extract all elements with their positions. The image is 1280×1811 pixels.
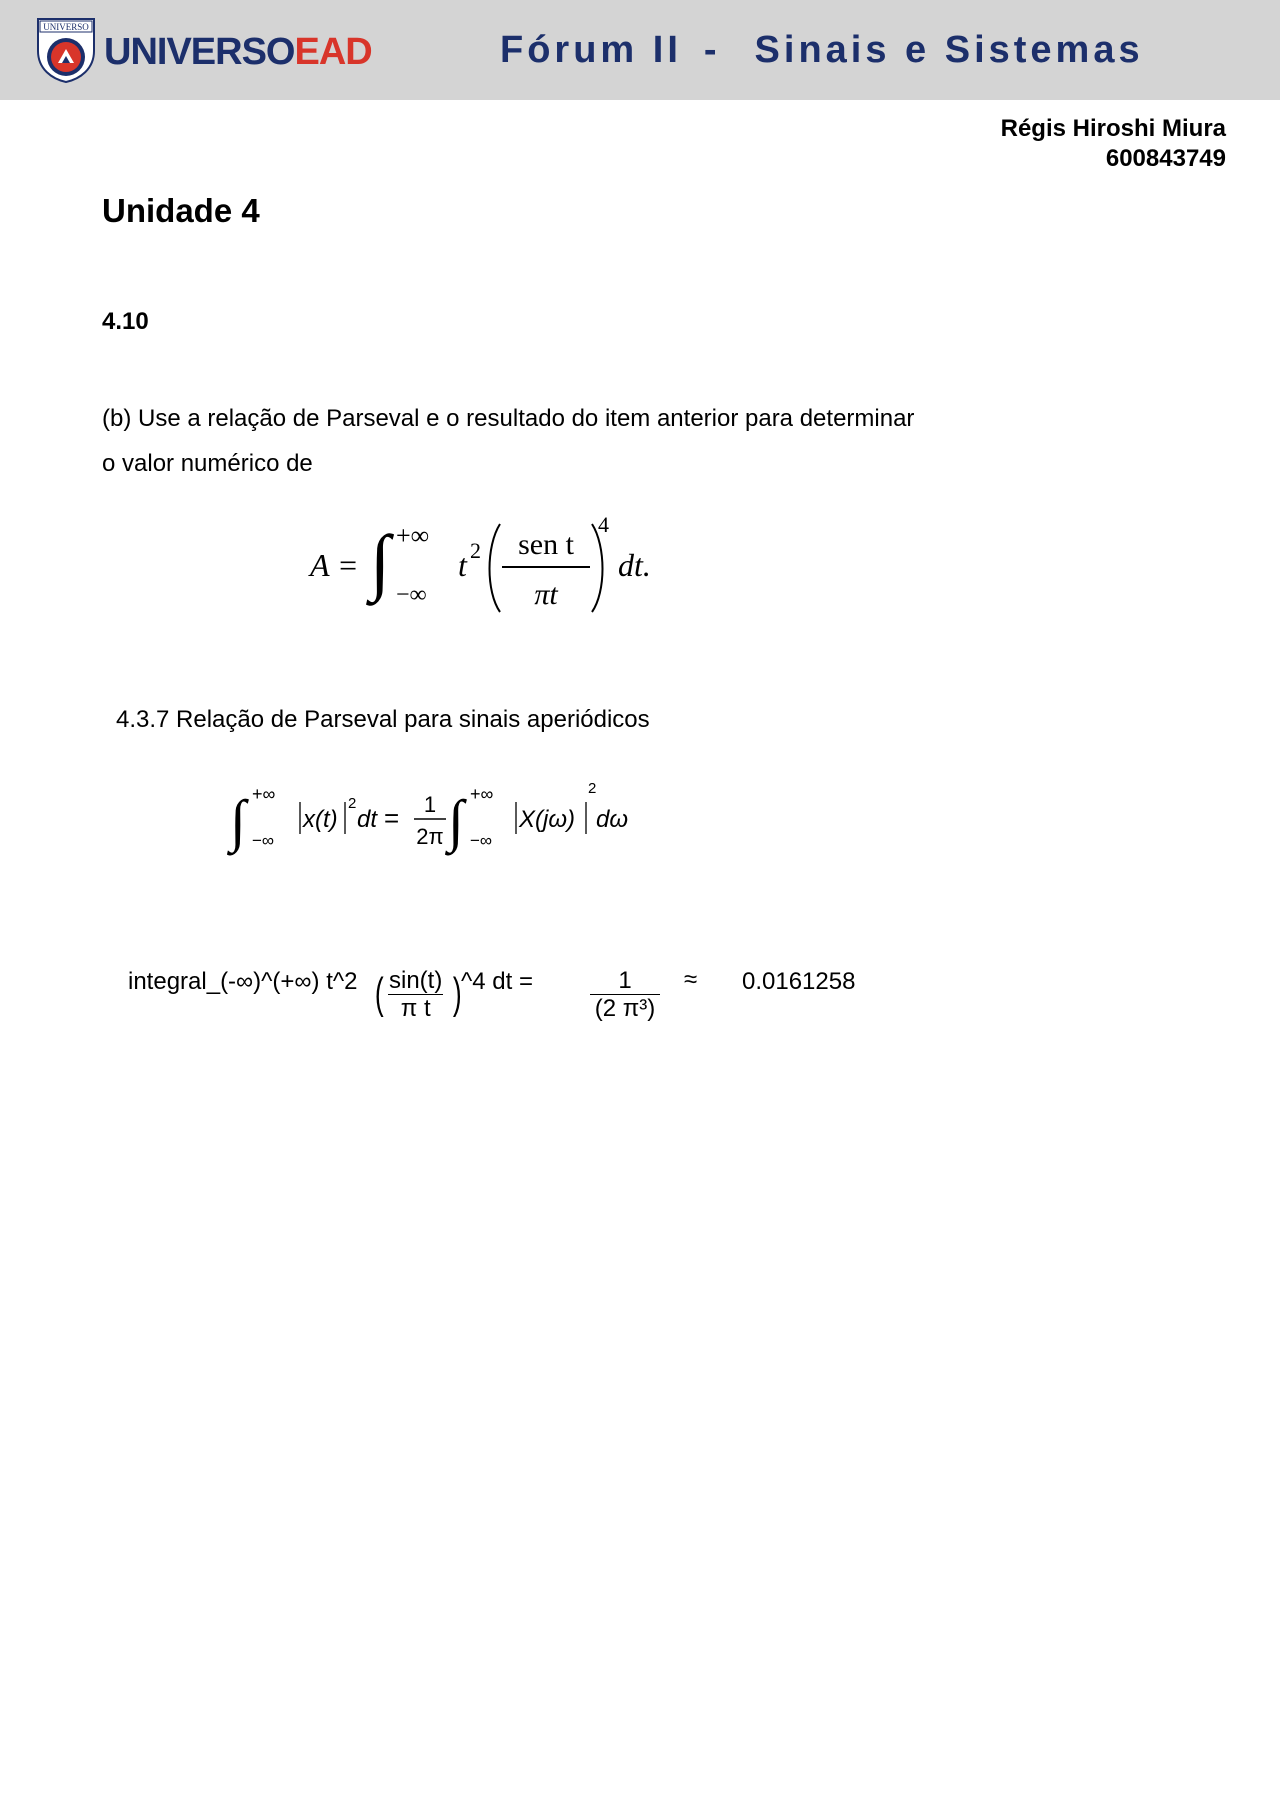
- eq1-right-paren: [592, 524, 603, 612]
- eq2-left-exponent: 2: [348, 795, 357, 812]
- result-line: [128, 964, 888, 1034]
- result-left-paren: (: [374, 969, 384, 1018]
- header-title: [500, 26, 1144, 74]
- eq2-frac-num: 1: [423, 792, 437, 817]
- eq1-left-paren: [490, 524, 501, 612]
- eq2-upper-right: +∞: [470, 784, 494, 804]
- eq1-lower-limit: −∞: [396, 582, 427, 608]
- header-title-left: Fórum II: [500, 29, 682, 71]
- author-name: Régis Hiroshi Miura: [1000, 115, 1226, 142]
- eq2-right-dw: dω: [596, 806, 629, 833]
- eq1-t-exponent: 2: [470, 538, 481, 563]
- eq2-upper-left: +∞: [252, 784, 276, 804]
- author-id: 600843749: [1105, 145, 1226, 172]
- integral-equation-a: [300, 502, 680, 620]
- eq2-equals: =: [384, 803, 400, 833]
- result-right-paren: ): [452, 969, 462, 1018]
- header-title-right: Sinais e Sistemas: [754, 29, 1144, 71]
- eq1-integral-sign: ∫: [370, 521, 391, 603]
- eq2-left-dt: dt: [357, 806, 378, 833]
- header-title-separator: -: [703, 29, 721, 71]
- eq1-numerator: sen t: [518, 528, 574, 561]
- result-value: 0.0161258: [742, 968, 856, 995]
- eq1-lhs: A =: [310, 547, 359, 583]
- result-frac-den: π t: [400, 995, 431, 1022]
- logo-text-primary: UNIVERSO: [104, 31, 295, 73]
- parseval-equation: [226, 776, 646, 856]
- eq2-lower-left: −∞: [252, 831, 275, 850]
- result-lhs: integral_(-∞)^(+∞) t^2: [128, 968, 358, 995]
- result-rhs-num: 1: [590, 968, 660, 995]
- eq1-power: 4: [598, 512, 609, 537]
- author-block: [1001, 114, 1226, 174]
- logo-wordmark: [104, 30, 372, 74]
- eq2-frac-den: 2π: [416, 824, 444, 849]
- result-frac-num: sin(t): [389, 967, 443, 994]
- unit-title: Unidade 4: [102, 192, 260, 229]
- problem-line-1: (b) Use a relação de Parseval e o resultado do item anterior para determinar: [102, 405, 915, 432]
- logo-text-accent: EAD: [294, 31, 372, 73]
- problem-line-2: o valor numérico de: [102, 450, 313, 477]
- eq1-upper-limit: +∞: [396, 521, 430, 550]
- eq2-lower-right: −∞: [470, 831, 493, 850]
- eq2-right-exponent: 2: [588, 780, 597, 797]
- eq1-t: t: [458, 547, 467, 583]
- eq2-left-integrand: x(t): [303, 806, 338, 833]
- eq2-right-integrand: X(jω): [519, 806, 576, 833]
- result-rhs-den: (2 π³): [594, 995, 656, 1022]
- logo-badge-text: UNIVERSO: [43, 22, 89, 32]
- eq1-denominator: πt: [534, 578, 558, 611]
- result-fraction: [388, 968, 443, 1023]
- result-after: ^4 dt =: [461, 968, 533, 995]
- section-number: 4.10: [102, 308, 149, 335]
- result-rhs-fraction: [590, 968, 660, 1023]
- eq2-integral-right: ∫: [448, 788, 464, 853]
- eq2-integral-left: ∫: [230, 788, 246, 853]
- theorem-title: 4.3.7 Relação de Parseval para sinais aperiódicos: [116, 706, 650, 733]
- eq1-dt: dt.: [618, 547, 651, 583]
- problem-statement: [102, 396, 914, 486]
- result-approx: ≈: [684, 966, 698, 993]
- university-logo-icon: [36, 17, 96, 83]
